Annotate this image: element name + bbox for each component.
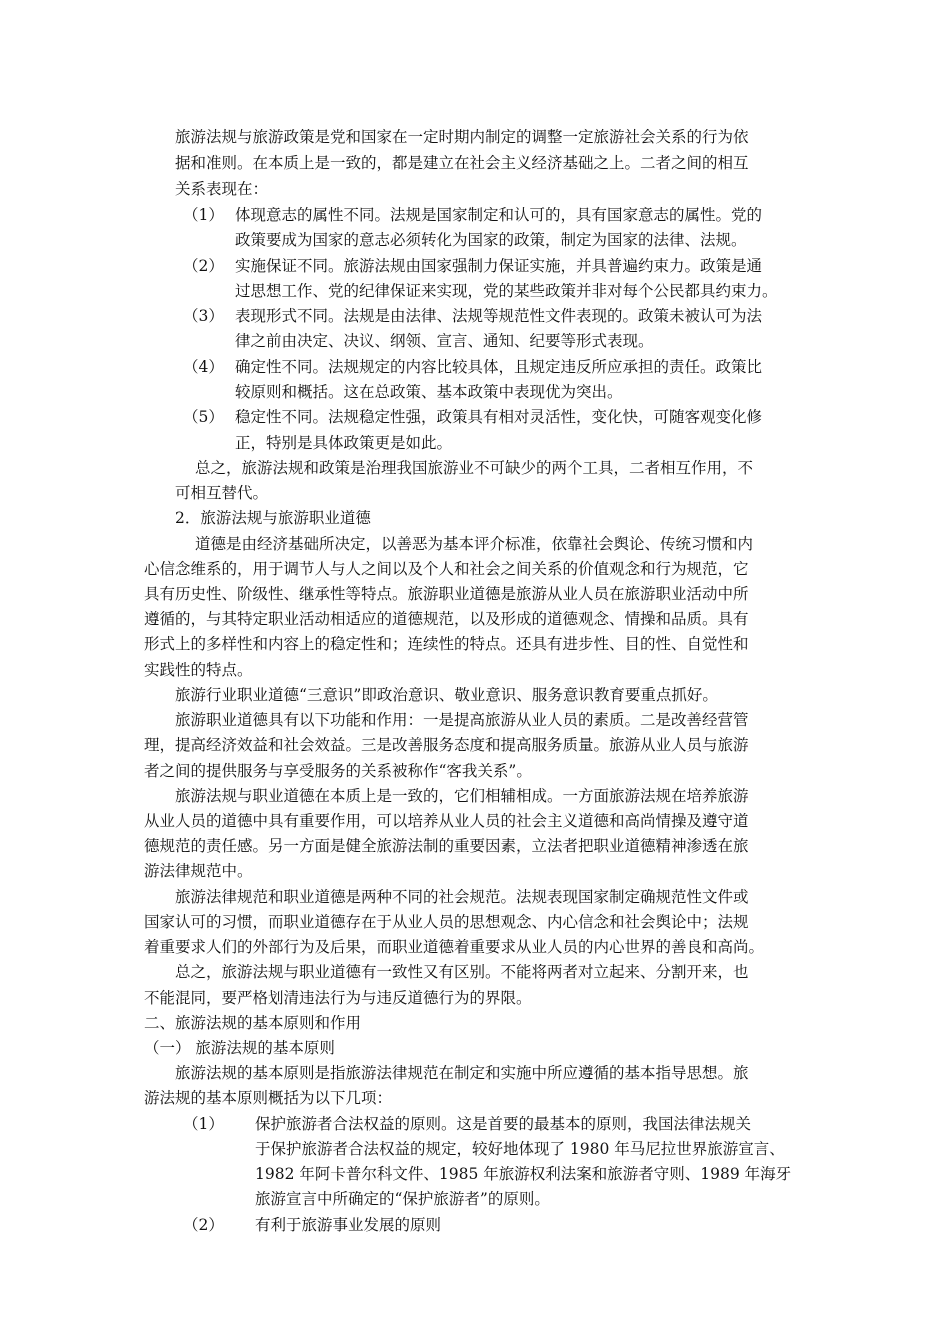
list-number: （1） <box>183 1115 224 1133</box>
list-item-text: 过思想工作、党的纪律保证来实现，党的某些政策并非对每个公民都具约束力。 <box>235 282 778 300</box>
intro-line: 据和准则。在本质上是一致的，都是建立在社会主义经济基础之上。二者之间的相互 <box>175 154 749 172</box>
intro-line: 关系表现在： <box>175 180 269 198</box>
list-item-text: 有利于旅游事业发展的原则 <box>255 1216 442 1234</box>
list-item-text: 确定性不同。法规规定的内容比较具体，且规定违反所应承担的责任。政策比 <box>235 358 763 376</box>
summary-line: 可相互替代。 <box>175 484 269 502</box>
paragraph-line: 旅游法规与职业道德在本质上是一致的，它们相辅相成。一方面旅游法规在培养旅游 <box>175 787 749 805</box>
subsection-heading: （一） 旅游法规的基本原则 <box>144 1039 335 1057</box>
list-item-text: 律之前由决定、决议、纲领、宣言、通知、纪要等形式表现。 <box>235 332 654 350</box>
list-number: （2） <box>183 1216 224 1234</box>
paragraph-line: 实践性的特点。 <box>144 661 253 679</box>
paragraph-line: 国家认可的习惯，而职业道德存在于从业人员的思想观念、内心信念和社会舆论中；法规 <box>144 913 749 931</box>
list-item-text: 政策要成为国家的意志必须转化为国家的政策，制定为国家的法律、法规。 <box>235 231 747 249</box>
list-item-text: 1982 年阿卡普尔科文件、1985 年旅游权利法案和旅游者守则、1989 年海牙 <box>255 1165 792 1183</box>
paragraph-line: 理，提高经济效益和社会效益。三是改善服务态度和提高服务质量。旅游从业人员与旅游 <box>144 736 749 754</box>
paragraph-line: 道德是由经济基础所决定，以善恶为基本评介标准，依靠社会舆论、传统习惯和内 <box>195 535 754 553</box>
paragraph-line: 遵循的，与其特定职业活动相适应的道德规范，以及形成的道德观念、情操和品质。具有 <box>144 610 749 628</box>
list-item-text: 表现形式不同。法规是由法律、法规等规范性文件表现的。政策未被认可为法 <box>235 307 763 325</box>
paragraph-line: 旅游法规的基本原则是指旅游法律规范在制定和实施中所应遵循的基本指导思想。旅 <box>175 1064 749 1082</box>
paragraph-line: 旅游行业职业道德“三意识”即政治意识、敬业意识、服务意识教育要重点抓好。 <box>175 686 718 704</box>
list-item-text: 正，特别是具体政策更是如此。 <box>235 434 453 452</box>
list-item-text: 于保护旅游者合法权益的规定，较好地体现了 1980 年马尼拉世界旅游宣言、 <box>255 1140 785 1158</box>
section-heading: 二、旅游法规的基本原则和作用 <box>144 1014 362 1032</box>
paragraph-line: 从业人员的道德中具有重要作用，可以培养从业人员的社会主义道德和高尚情操及遵守道 <box>144 812 749 830</box>
paragraph-line: 具有历史性、阶级性、继承性等特点。旅游职业道德是旅游从业人员在旅游职业活动中所 <box>144 585 749 603</box>
summary-line: 总之，旅游法规与职业道德有一致性又有区别。不能将两者对立起来、分割开来，也 <box>175 963 749 981</box>
paragraph-line: 者之间的提供服务与享受服务的关系被称作“客我关系”。 <box>144 762 532 780</box>
paragraph-line: 旅游职业道德具有以下功能和作用：一是提高旅游从业人员的素质。二是改善经营管 <box>175 711 749 729</box>
list-item-text: 实施保证不同。旅游法规由国家强制力保证实施，并具普遍约束力。政策是通 <box>235 257 763 275</box>
intro-line: 旅游法规与旅游政策是党和国家在一定时期内制定的调整一定旅游社会关系的行为依 <box>175 128 749 146</box>
paragraph-line: 着重要求人们的外部行为及后果，而职业道德着重要求从业人员的内心世界的善良和高尚。 <box>144 938 765 956</box>
paragraph-line: 德规范的责任感。另一方面是健全旅游法制的重要因素，立法者把职业道德精神渗透在旅 <box>144 837 749 855</box>
list-number: （4） <box>183 358 224 376</box>
list-number: （5） <box>183 408 224 426</box>
paragraph-line: 旅游法律规范和职业道德是两种不同的社会规范。法规表现国家制定确规范性文件或 <box>175 888 749 906</box>
list-item-text: 旅游宣言中所确定的“保护旅游者”的原则。 <box>255 1190 550 1208</box>
list-item-text: 较原则和概括。这在总政策、基本政策中表现优为突出。 <box>235 383 623 401</box>
section-heading: 2．旅游法规与旅游职业道德 <box>175 509 371 527</box>
list-item-text: 稳定性不同。法规稳定性强，政策具有相对灵活性，变化快，可随客观变化修 <box>235 408 763 426</box>
list-number: （2） <box>183 257 224 275</box>
summary-line: 不能混同，要严格划清违法行为与违反道德行为的界限。 <box>144 989 532 1007</box>
paragraph-line: 形式上的多样性和内容上的稳定性和；连续性的特点。还具有进步性、目的性、自觉性和 <box>144 635 749 653</box>
list-item-text: 体现意志的属性不同。法规是国家制定和认可的，具有国家意志的属性。党的 <box>235 206 763 224</box>
list-number: （3） <box>183 307 224 325</box>
summary-line: 总之，旅游法规和政策是治理我国旅游业不可缺少的两个工具，二者相互作用，不 <box>195 459 754 477</box>
paragraph-line: 游法规的基本原则概括为以下几项： <box>144 1089 393 1107</box>
paragraph-line: 心信念维系的，用于调节人与人之间以及个人和社会之间关系的价值观念和行为规范，它 <box>144 560 749 578</box>
paragraph-line: 游法律规范中。 <box>144 862 253 880</box>
list-item-text: 保护旅游者合法权益的原则。这是首要的最基本的原则，我国法律法规关 <box>255 1115 752 1133</box>
list-number: （1） <box>183 206 224 224</box>
